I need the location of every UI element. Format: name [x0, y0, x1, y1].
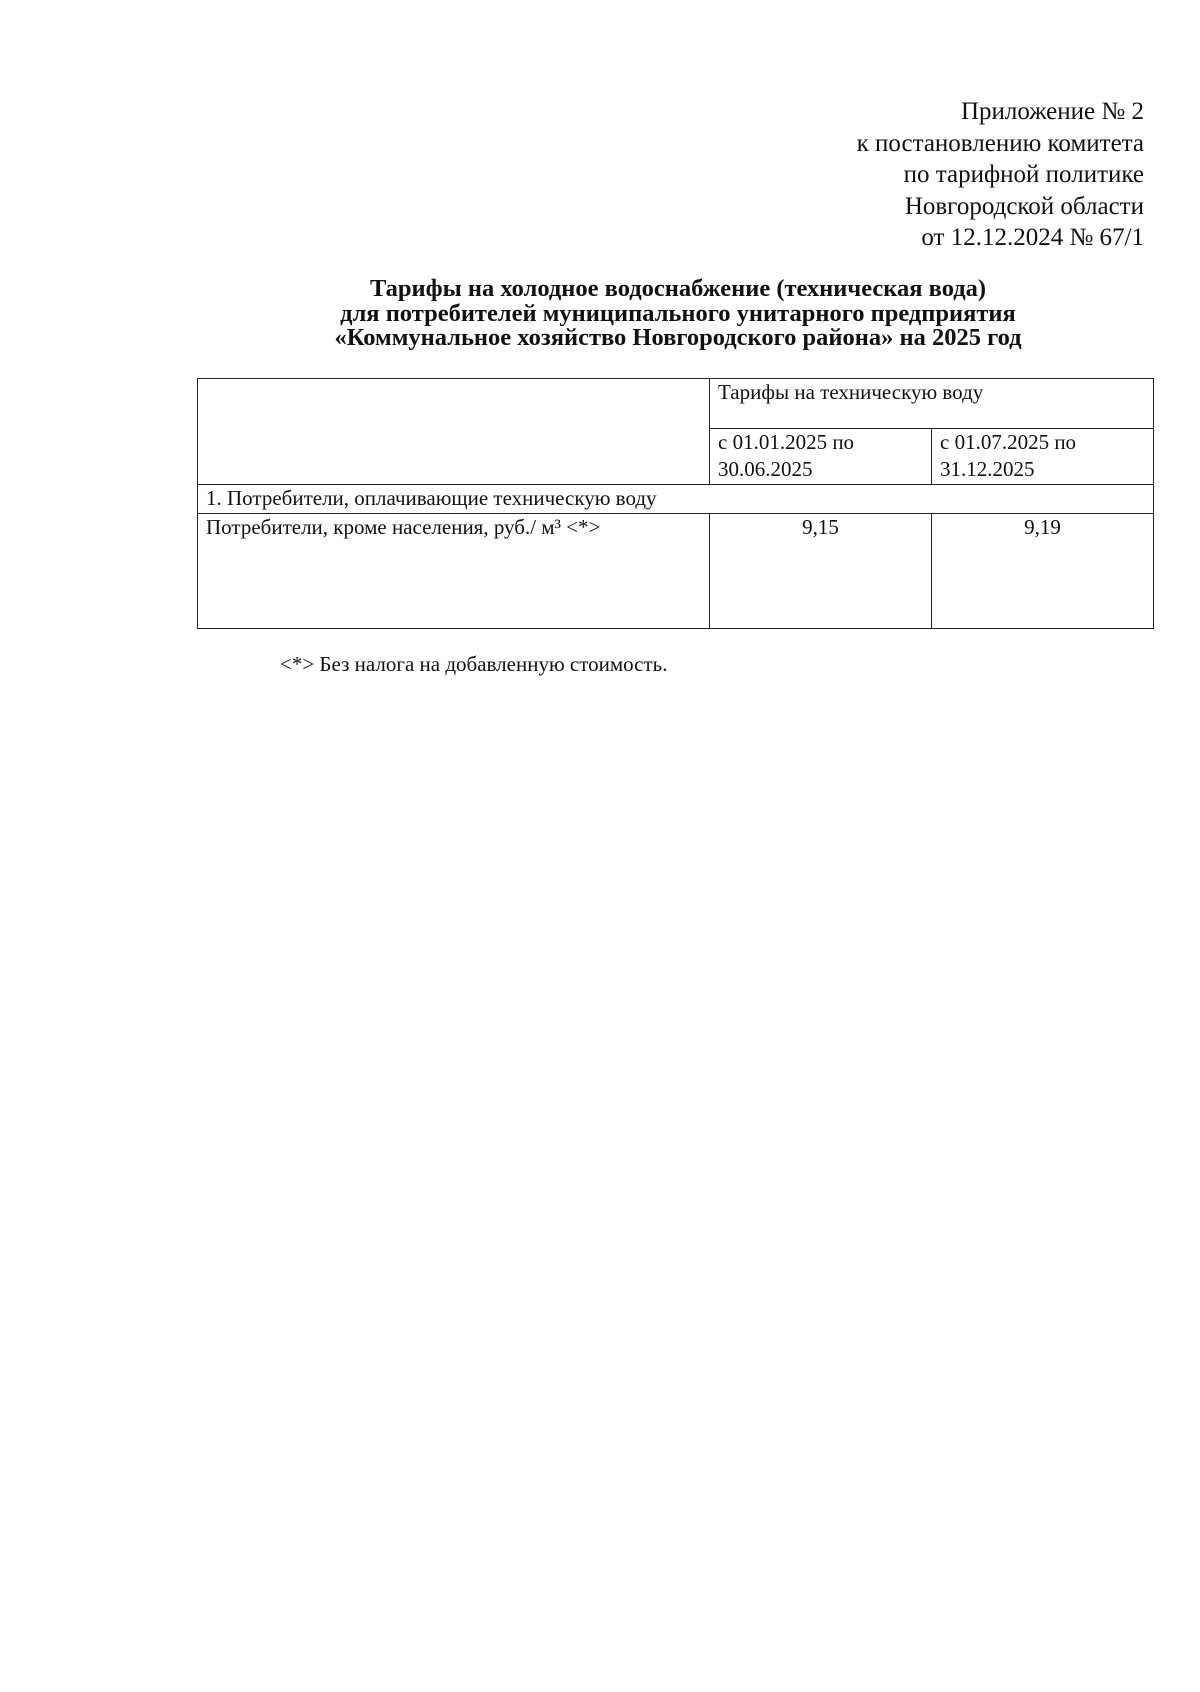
row-value-period-2: 9,19 — [932, 514, 1154, 629]
header-period-2 — [932, 429, 1154, 485]
approval-line-region: Новгородской области — [904, 192, 1144, 220]
row-label: Потребители, кроме населения, руб./ м³ <*> — [198, 514, 710, 629]
section-label: 1. Потребители, оплачивающие техническую воду — [198, 485, 1154, 514]
approval-line-resolution: к постановлению комитета — [856, 129, 1144, 157]
document-title — [0, 277, 1200, 351]
table-header-row — [198, 379, 1154, 429]
title-line-1: Тарифы на холодное водоснабжение (техническая вода) — [369, 275, 987, 302]
row-value-period-1: 9,15 — [710, 514, 932, 629]
period-2-line-1: с 01.07.2025 по — [940, 430, 1077, 454]
table-section-row — [198, 485, 1154, 514]
tariff-table — [197, 378, 1154, 629]
header-empty-cell — [198, 379, 710, 485]
title-line-2: для потребителей муниципального унитарного предприятия — [340, 299, 1016, 327]
period-1-line-2: 30.06.2025 — [718, 457, 813, 481]
approval-line-date: от 12.12.2024 № 67/1 — [921, 224, 1144, 251]
approval-block — [624, 96, 1144, 254]
period-2-line-2: 31.12.2025 — [940, 457, 1035, 481]
approval-line-policy: по тарифной политике — [903, 161, 1144, 188]
header-group-cell: Тарифы на техническую воду — [710, 379, 1154, 429]
period-1-line-1: с 01.01.2025 по — [718, 430, 855, 454]
header-period-1 — [710, 429, 932, 485]
approval-line-appendix: Приложение № 2 — [960, 98, 1144, 125]
title-line-3: «Коммунальное хозяйство Новгородского района» на 2025 год — [334, 324, 1022, 351]
footnote: <*> Без налога на добавленную стоимость. — [280, 652, 668, 676]
table-row — [198, 514, 1154, 629]
